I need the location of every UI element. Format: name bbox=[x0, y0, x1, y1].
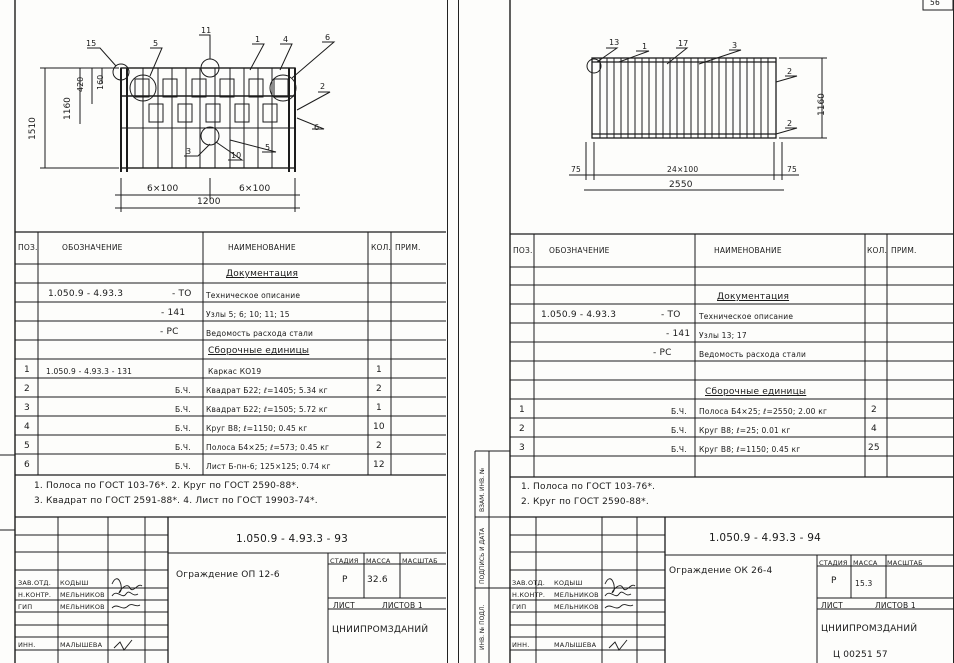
left-row-mark: Б.Ч. bbox=[175, 443, 191, 452]
left-doc-suffix-2: - 141 bbox=[161, 308, 186, 318]
left-role: Н.КОНТР. bbox=[18, 591, 52, 599]
right-callout-1: 1 bbox=[642, 42, 648, 51]
left-dim-420: 420 bbox=[76, 76, 85, 92]
left-stage-header: СТАДИЯ bbox=[330, 557, 359, 565]
right-note-1: 1. Полоса по ГОСТ 103-76*. bbox=[521, 482, 656, 492]
right-row-name: Круг В8; ℓ=1150; 0.45 кг bbox=[699, 445, 801, 454]
right-row-mark: Б.Ч. bbox=[671, 426, 687, 435]
left-callout-6b: 6 bbox=[314, 123, 320, 132]
right-th-name: НАИМЕНОВАНИЕ bbox=[714, 246, 782, 255]
left-row-pos: 5 bbox=[24, 441, 30, 451]
left-callout-5: 5 bbox=[153, 39, 159, 48]
left-organization: ЦНИИПРОМЗДАНИЙ bbox=[332, 625, 429, 635]
left-fence-drawing bbox=[40, 35, 334, 212]
left-row-qty: 2 bbox=[376, 441, 382, 451]
left-callout-15: 15 bbox=[86, 39, 97, 48]
left-row-mark: Б.Ч. bbox=[175, 424, 191, 433]
right-person: КОДЫШ bbox=[554, 579, 583, 587]
right-person: МЕЛЬНИКОВ bbox=[554, 603, 599, 611]
right-role: ГИП bbox=[512, 603, 527, 611]
right-sheets-header: ЛИСТОВ 1 bbox=[875, 601, 916, 610]
left-mass-value: 32.6 bbox=[367, 575, 388, 585]
left-th-code: ОБОЗНАЧЕНИЕ bbox=[62, 243, 123, 252]
right-doc-suffix-1: - ТО bbox=[661, 310, 681, 320]
right-callout-13: 13 bbox=[609, 38, 620, 47]
left-row-qty: 1 bbox=[376, 403, 382, 413]
left-row-name: Лист Б-пн-6; 125×125; 0.74 кг bbox=[206, 462, 331, 471]
left-person: МАЛЫШЕВА bbox=[60, 641, 103, 649]
left-doc-suffix-3: - РС bbox=[160, 327, 179, 337]
right-row-qty: 2 bbox=[871, 405, 877, 415]
right-mass-value: 15.3 bbox=[855, 579, 873, 588]
left-dim-span-right: 6×100 bbox=[239, 184, 271, 194]
left-doc-name-2: Узлы 5; 6; 10; 11; 15 bbox=[206, 310, 290, 319]
left-callout-4: 4 bbox=[283, 35, 289, 44]
left-callout-2: 2 bbox=[320, 82, 326, 91]
right-row-qty: 4 bbox=[871, 424, 877, 434]
left-callout-5b: 5 bbox=[265, 143, 271, 152]
left-row-name: Круг В8; ℓ=1150; 0.45 кг bbox=[206, 424, 308, 433]
right-stage-value: Р bbox=[831, 576, 837, 586]
right-doc-name-3: Ведомость расхода стали bbox=[699, 350, 807, 359]
right-scale-header: МАСШТАБ bbox=[887, 559, 923, 567]
right-doc-code: 1.050.9 - 4.93.3 bbox=[541, 310, 617, 320]
right-dim-middle: 24×100 bbox=[667, 165, 699, 174]
left-row-pos: 2 bbox=[24, 384, 30, 394]
left-callout-10: 10 bbox=[231, 151, 242, 160]
right-doc-name-1: Техническое описание bbox=[699, 312, 794, 321]
left-drawing-title: Ограждение ОП 12-6 bbox=[176, 570, 280, 580]
right-dim-edge-left: 75 bbox=[571, 165, 581, 174]
right-row-name: Полоса Б4×25; ℓ=2550; 2.00 кг bbox=[699, 407, 828, 416]
left-note-2: 3. Квадрат по ГОСТ 2591-88*. 4. Лист по ГОСТ 19903-74*. bbox=[34, 496, 318, 506]
left-row-name: Полоса Б4×25; ℓ=573; 0.45 кг bbox=[206, 443, 330, 452]
right-th-code: ОБОЗНАЧЕНИЕ bbox=[549, 246, 610, 255]
left-row-name: Квадрат Б22; ℓ=1505; 5.72 кг bbox=[206, 405, 328, 414]
left-row-qty: 1 bbox=[376, 365, 382, 375]
left-row-qty: 10 bbox=[373, 422, 385, 432]
right-callout-3: 3 bbox=[732, 41, 738, 50]
left-doc-name-1: Техническое описание bbox=[206, 291, 301, 300]
left-row-pos: 3 bbox=[24, 403, 30, 413]
right-callout-17: 17 bbox=[678, 39, 689, 48]
left-row-code: 1.050.9 - 4.93.3 - 131 bbox=[46, 367, 133, 376]
right-row-pos: 1 bbox=[519, 405, 525, 415]
left-th-name: НАИМЕНОВАНИЕ bbox=[228, 243, 296, 252]
left-dim-1510: 1510 bbox=[28, 117, 38, 140]
left-row-mark: Б.Ч. bbox=[175, 386, 191, 395]
right-section-docs: Документация bbox=[717, 292, 790, 302]
left-row-mark: Б.Ч. bbox=[175, 462, 191, 471]
left-row-name: Каркас КО19 bbox=[208, 367, 262, 376]
left-role: ИНН. bbox=[18, 641, 36, 649]
right-doc-number: 1.050.9 - 4.93.3 - 94 bbox=[709, 532, 821, 544]
right-person: МЕЛЬНИКОВ bbox=[554, 591, 599, 599]
left-dim-total: 1200 bbox=[197, 197, 221, 207]
right-mass-header: МАССА bbox=[853, 559, 878, 567]
right-callout-2b: 2 bbox=[787, 119, 793, 128]
right-person: МАЛЫШЕВА bbox=[554, 641, 597, 649]
right-page-number: 56 bbox=[930, 0, 940, 7]
left-dim-1160: 1160 bbox=[63, 97, 73, 120]
right-row-mark: Б.Ч. bbox=[671, 407, 687, 416]
left-doc-name-3: Ведомость расхода стали bbox=[206, 329, 314, 338]
right-stage-header: СТАДИЯ bbox=[819, 559, 848, 567]
left-stage-value: Р bbox=[342, 575, 348, 585]
right-footer-stamp: Ц 00251 57 bbox=[833, 650, 888, 660]
left-sheet-header: ЛИСТ bbox=[333, 601, 355, 610]
right-th-note: ПРИМ. bbox=[891, 246, 917, 255]
left-th-note: ПРИМ. bbox=[395, 243, 421, 252]
right-th-pos: ПОЗ. bbox=[513, 246, 533, 255]
right-doc-suffix-2: - 141 bbox=[666, 329, 691, 339]
right-dim-total: 2550 bbox=[669, 180, 693, 190]
left-callout-3: 3 bbox=[186, 147, 192, 156]
right-sheet bbox=[458, 0, 954, 663]
right-row-mark: Б.Ч. bbox=[671, 445, 687, 454]
right-dim-edge-right: 75 bbox=[787, 165, 797, 174]
left-row-pos: 4 bbox=[24, 422, 30, 432]
left-dim-span-left: 6×100 bbox=[147, 184, 179, 194]
right-row-pos: 2 bbox=[519, 424, 525, 434]
right-role: ЗАВ.ОТД. bbox=[512, 579, 545, 587]
right-side-label-2: ПОДПИСЬ И ДАТА bbox=[479, 527, 486, 584]
right-side-label-1: ВЗАМ. ИНВ. № bbox=[479, 467, 486, 512]
left-scale-header: МАСШТАБ bbox=[402, 557, 438, 565]
right-row-name: Круг В8; ℓ=25; 0.01 кг bbox=[699, 426, 791, 435]
right-dim-height: 1160 bbox=[817, 93, 827, 116]
right-drawing-title: Ограждение ОК 26-4 bbox=[669, 566, 773, 576]
right-doc-name-2: Узлы 13; 17 bbox=[699, 331, 747, 340]
left-row-qty: 2 bbox=[376, 384, 382, 394]
left-callout-1: 1 bbox=[255, 35, 261, 44]
right-row-qty: 25 bbox=[868, 443, 880, 453]
right-section-units: Сборочные единицы bbox=[705, 387, 807, 397]
left-dim-160: 160 bbox=[96, 74, 105, 90]
left-sheets-header: ЛИСТОВ 1 bbox=[382, 601, 423, 610]
left-person: КОДЫШ bbox=[60, 579, 89, 587]
left-row-pos: 1 bbox=[24, 365, 30, 375]
left-sheet bbox=[0, 0, 448, 663]
left-row-mark: Б.Ч. bbox=[175, 405, 191, 414]
right-sheet-header: ЛИСТ bbox=[821, 601, 843, 610]
right-doc-suffix-3: - РС bbox=[653, 348, 672, 358]
right-note-2: 2. Круг по ГОСТ 2590-88*. bbox=[521, 497, 649, 507]
left-person: МЕЛЬНИКОВ bbox=[60, 603, 105, 611]
right-role: Н.КОНТР. bbox=[512, 591, 546, 599]
left-section-docs: Документация bbox=[226, 269, 299, 279]
left-th-pos: ПОЗ. bbox=[18, 243, 38, 252]
left-note-1: 1. Полоса по ГОСТ 103-76*. 2. Круг по ГОСТ 2590-88*. bbox=[34, 481, 300, 491]
right-row-pos: 3 bbox=[519, 443, 525, 453]
left-role: ГИП bbox=[18, 603, 33, 611]
right-th-qty: КОЛ. bbox=[867, 246, 888, 255]
left-doc-suffix-1: - ТО bbox=[172, 289, 192, 299]
left-callout-6a: 6 bbox=[325, 33, 331, 42]
left-section-units: Сборочные единицы bbox=[208, 346, 310, 356]
right-role: ИНН. bbox=[512, 641, 530, 649]
left-person: МЕЛЬНИКОВ bbox=[60, 591, 105, 599]
left-mass-header: МАССА bbox=[366, 557, 391, 565]
left-callout-11: 11 bbox=[201, 26, 212, 35]
left-doc-code: 1.050.9 - 4.93.3 bbox=[48, 289, 124, 299]
left-role: ЗАВ.ОТД. bbox=[18, 579, 51, 587]
left-row-qty: 12 bbox=[373, 460, 385, 470]
left-row-pos: 6 bbox=[24, 460, 30, 470]
right-callout-2a: 2 bbox=[787, 67, 793, 76]
left-row-name: Квадрат Б22; ℓ=1405; 5.34 кг bbox=[206, 386, 328, 395]
right-side-label-3: ИНВ. № ПОДЛ. bbox=[479, 604, 486, 650]
left-doc-number: 1.050.9 - 4.93.3 - 93 bbox=[236, 533, 348, 545]
right-organization: ЦНИИПРОМЗДАНИЙ bbox=[821, 624, 918, 634]
left-th-qty: КОЛ. bbox=[371, 243, 392, 252]
